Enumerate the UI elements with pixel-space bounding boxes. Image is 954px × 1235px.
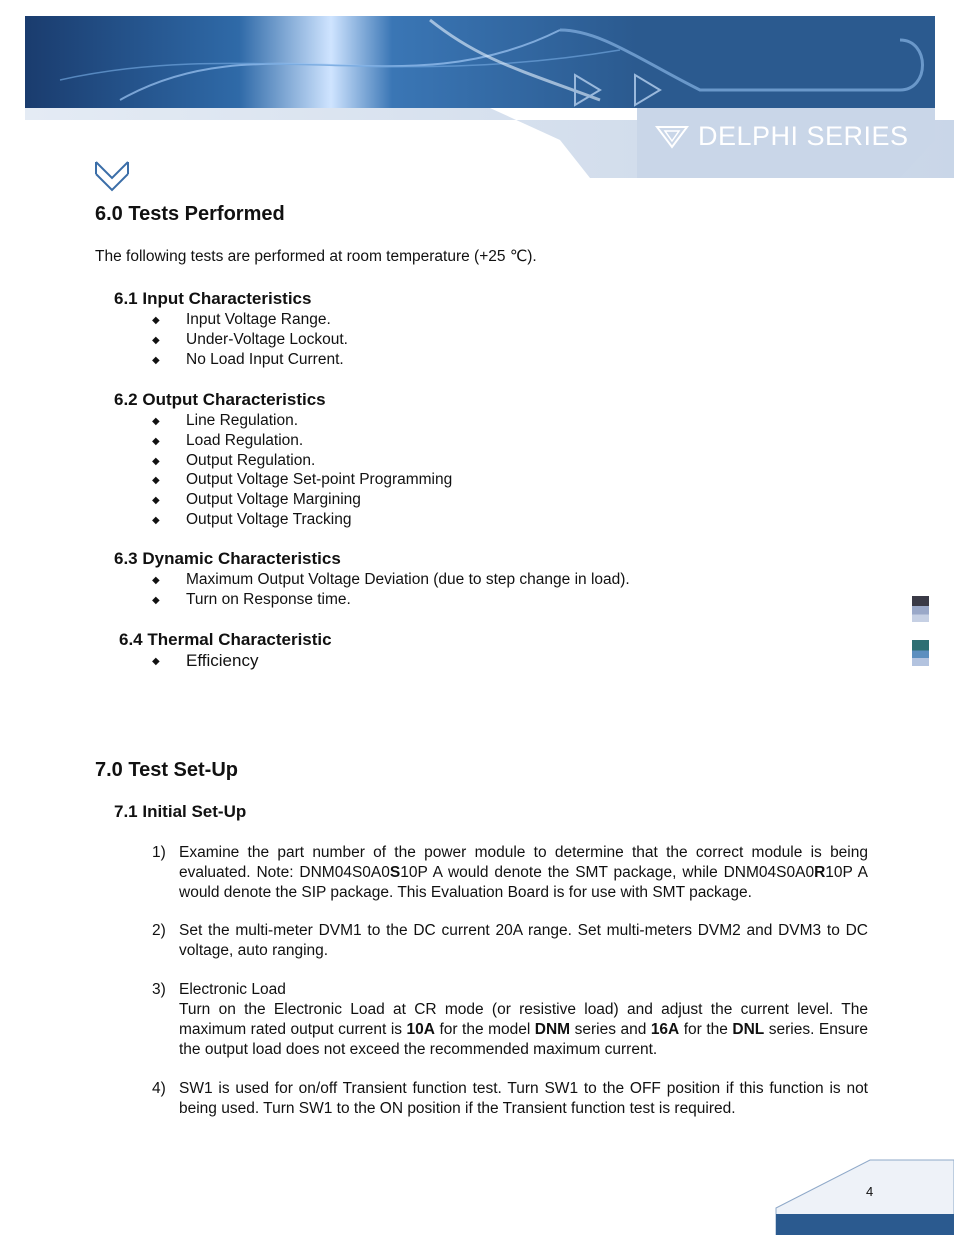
subsection-6-1-title: 6.1 Input Characteristics [114, 289, 312, 308]
list-item: ◆ Output Voltage Tracking [152, 510, 452, 530]
bullet-diamond-icon: ◆ [152, 495, 160, 507]
page-number: 4 [866, 1184, 874, 1199]
thermal-characteristic-list [152, 651, 258, 671]
electronic-load-heading: Electronic Load [179, 981, 286, 998]
list-item: 1) Examine the part number of the power module to determine that the correct module is being evaluated. Note: DNM04S0A0S10P A would denote the SMT package, while DNM04S0A0R10P A would denote the SIP package. This Evaluation Board is for use with SMT package. [152, 844, 868, 901]
section-7-title: 7.0 Test Set-Up [95, 759, 238, 781]
list-item: ◆ Maximum Output Voltage Deviation (due to step change in load). [152, 570, 630, 590]
setup-steps-list [152, 843, 868, 1119]
output-characteristics-list [152, 411, 452, 530]
brand-name: DELPHI SERIES [698, 121, 909, 151]
subsection-7-1-title: 7.1 Initial Set-Up [114, 802, 247, 821]
bullet-diamond-icon: ◆ [152, 594, 160, 606]
list-item: ◆ Line Regulation. [152, 411, 452, 431]
bullet-diamond-icon: ◆ [152, 455, 160, 467]
side-tab-dark [912, 596, 929, 622]
bullet-diamond-icon: ◆ [152, 354, 160, 366]
dynamic-characteristics-list [152, 570, 630, 610]
list-item: ◆ Output Voltage Margining [152, 490, 452, 510]
list-item: ◆ Input Voltage Range. [152, 310, 348, 330]
list-item: ◆ Output Voltage Set-point Programming [152, 470, 452, 490]
bullet-diamond-icon: ◆ [152, 475, 160, 487]
header-banner [0, 0, 954, 180]
bullet-diamond-icon: ◆ [152, 575, 160, 586]
bullet-diamond-icon: ◆ [152, 656, 160, 667]
list-item: ◆ No Load Input Current. [152, 350, 348, 370]
footer-decoration [772, 1158, 954, 1235]
list-item: ◆ Load Regulation. [152, 431, 452, 451]
list-item: ◆ Under-Voltage Lockout. [152, 330, 348, 350]
list-item: 2) Set the multi-meter DVM1 to the DC current 20A range. Set multi-meters DVM2 and DVM3 to DC voltage, auto ranging. [152, 922, 868, 959]
list-item: ◆ Output Regulation. [152, 451, 452, 471]
bullet-diamond-icon: ◆ [152, 416, 160, 427]
section-6-title: 6.0 Tests Performed [95, 203, 285, 225]
input-characteristics-list [152, 310, 348, 369]
list-item: 4) SW1 is used for on/off Transient function test. Turn SW1 to the OFF position if this function is not being used. Turn SW1 to the ON position if the Transient function test is required. [152, 1080, 868, 1117]
bullet-diamond-icon: ◆ [152, 435, 160, 447]
subsection-6-2-title: 6.2 Output Characteristics [114, 390, 326, 409]
delta-chevron-icon [94, 158, 132, 196]
list-item: ◆ Efficiency [152, 651, 259, 670]
list-item: 3) Electronic Load Turn on the Electronic Load at CR mode (or resistive load) and adjust the current level. The maximum rated output current is 10A for the model DNM series and 16A for the DNL series. Ensure the output load does not exceed the recommended maximum current. [152, 981, 868, 1058]
subsection-6-4-title: 6.4 Thermal Characteristic [119, 630, 332, 649]
side-tab-teal [912, 640, 929, 666]
section-6-intro: The following tests are performed at room temperature (+25 ℃). [95, 248, 537, 265]
list-item: ◆ Turn on Response time. [152, 590, 630, 610]
bullet-diamond-icon: ◆ [152, 514, 160, 526]
subsection-6-3-title: 6.3 Dynamic Characteristics [114, 549, 341, 568]
bullet-diamond-icon: ◆ [152, 334, 160, 346]
bullet-diamond-icon: ◆ [152, 315, 160, 326]
